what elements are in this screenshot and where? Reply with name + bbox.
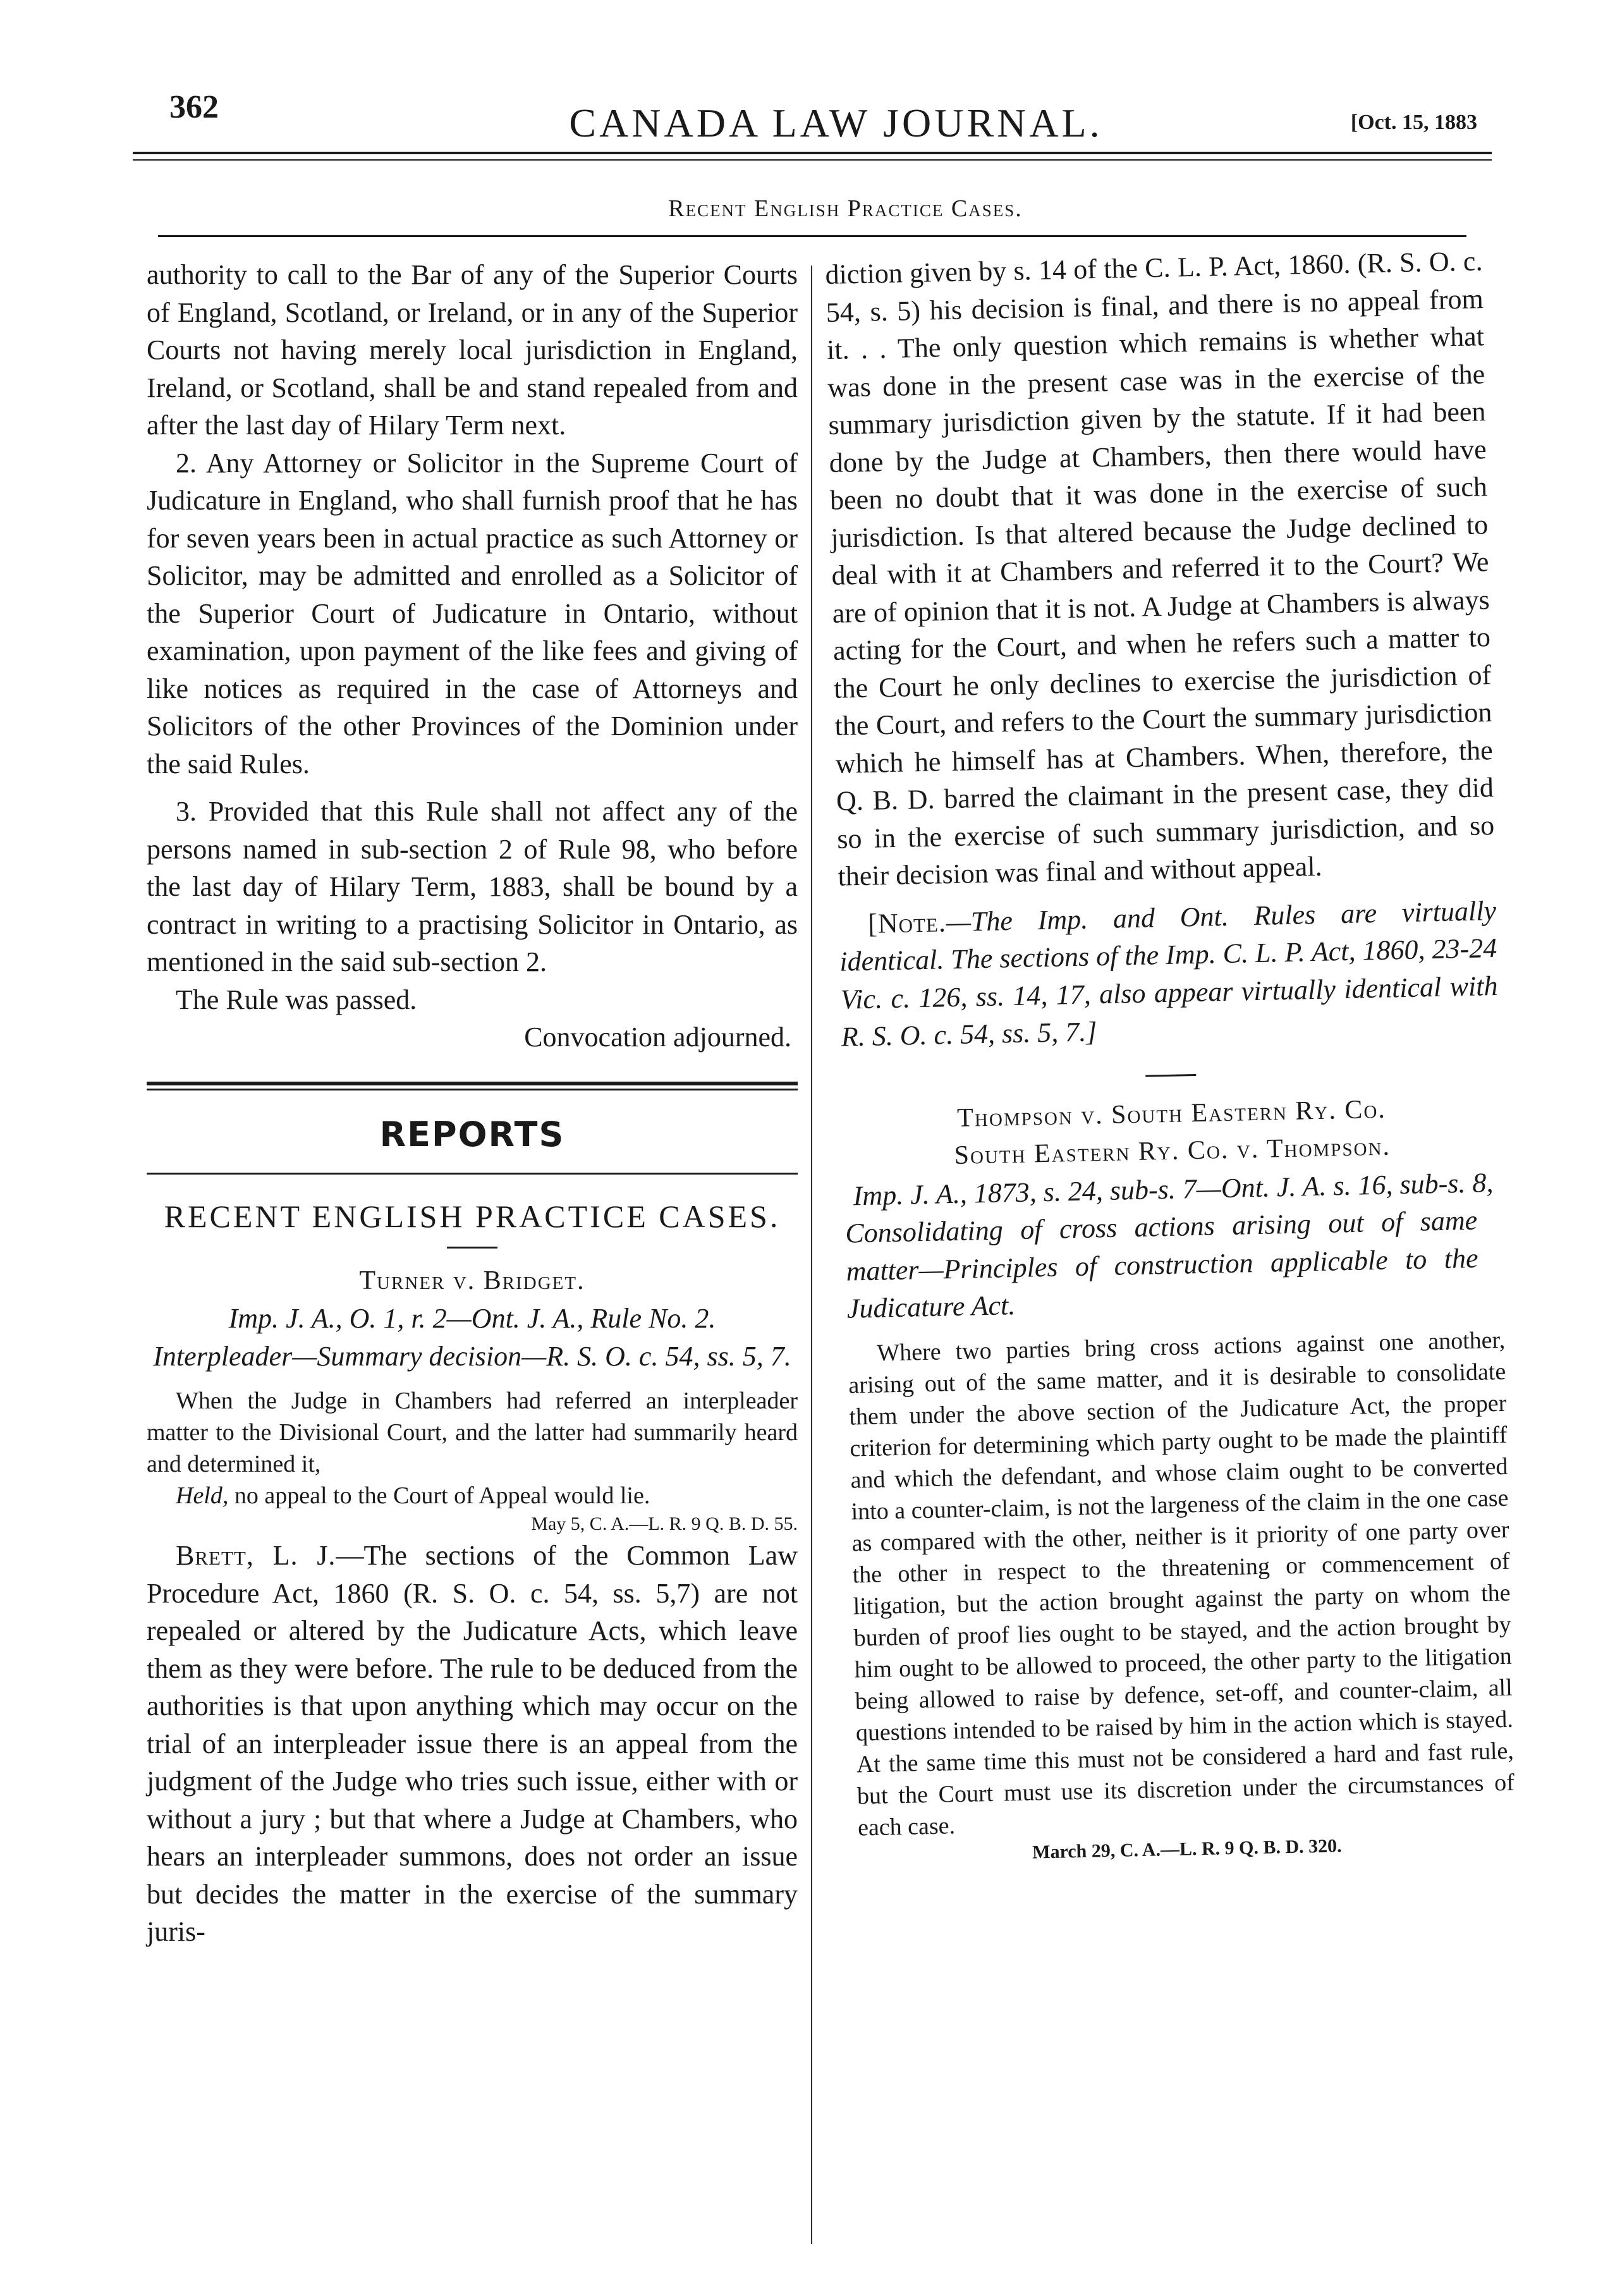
reports-heading: REPORTS	[379, 1114, 565, 1154]
reports-rule	[147, 1173, 798, 1175]
editor-note	[839, 891, 1499, 1056]
running-head-text: Recent English Practice Cases.	[668, 195, 1023, 222]
case-title-1: Thompson v. South Eastern Ry. Co.	[956, 1094, 1387, 1133]
case-citation: Imp. J. A., O. 1, r. 2—Ont. J. A., Rule No. 2.	[228, 1303, 716, 1334]
running-head-rule	[158, 235, 1466, 237]
running-head	[0, 195, 1615, 223]
header-rule-thin	[133, 159, 1492, 161]
judgment-text: —The sections of the Common Law Procedure Act, 1860 (R. S. O. c. 54, ss. 5,7) are not repealed or altered by the Judicature Acts, which leave them as they were before. The rule to be deduced from the authorities is that upon anything which may occur on the trial of an interpleader issue there is an appeal from the judgment of the Judge who tries such issue, either with or without a jury ; but that where a Judge at Chambers, who hears an interpleader summons, does not order an issue but decides the matter in the exercise of the summary juris-	[147, 1540, 798, 1947]
issue-date: [Oct. 15, 1883	[1350, 111, 1477, 134]
convocation-adjourned: Convocation adjourned.	[524, 1022, 791, 1053]
right-column	[825, 242, 1516, 1869]
short-rule	[447, 1247, 497, 1249]
held-label: Held,	[176, 1482, 229, 1509]
journal-title-text: CANADA LAW JOURNAL.	[569, 101, 1103, 145]
header-rule-thick	[133, 152, 1492, 154]
rule-paragraph-2: 2. Any Attorney or Solicitor in the Supreme Court of Judicature in England, who shall furnish proof that he has for seven years been in actual practice as such Attorney or Solicitor, may be admitted and enrolled as a Solicitor of the Superior Court of Judicature in Ontario, without examination, upon payment of the like fees and giving of like notices as required in the case of Attorneys and Solicitors of the other Provinces of the Dominion under the said Rules.	[147, 447, 798, 779]
case-title: Turner v. Bridget.	[359, 1266, 585, 1295]
judge-name: Brett, L. J.	[176, 1540, 336, 1571]
case-catchwords: Interpleader—Summary decision—R. S. O. c. 54, ss. 5, 7.	[153, 1340, 791, 1372]
page-number: 362	[169, 89, 219, 125]
case-held	[147, 1480, 798, 1511]
case-catchwords: Consolidating of cross actions arising out of same matter—Principles of construction applicable to the Judicature Act.	[844, 1204, 1478, 1324]
column-divider	[811, 266, 812, 2244]
rule-paragraph-3: 3. Provided that this Rule shall not affect any of the persons named in sub-section 2 of Rule 98, who before the last day of Hilary Term, 1883, shall be bound by a contract in writing to a practising Solicitor in Ontario, as mentioned in the said sub-section 2.	[147, 796, 798, 977]
note-open: [Note.	[867, 906, 947, 939]
rule-passed: The Rule was passed.	[176, 984, 417, 1015]
judgment-paragraph	[147, 1537, 798, 1951]
paragraph-gap	[147, 1375, 798, 1385]
case-date-line: March 29, C. A.—L. R. 9 Q. B. D. 320.	[1032, 1835, 1342, 1863]
case-citation: Imp. J. A., 1873, s. 24, sub-s. 7—Ont. J. A. s. 16, sub-s. 8,	[853, 1166, 1494, 1211]
paragraph-gap	[147, 783, 798, 793]
rule-paragraph-1: authority to call to the Bar of any of the Superior Courts of England, Scotland, or Ireland, or in any of the Superior Courts not having merely local jurisdiction in England, Ireland, or Scotland, shall be and stand repealed from and after the last day of Hilary Term next.	[147, 259, 798, 441]
section-double-rule	[147, 1082, 798, 1090]
held-text: no appeal to the Court of Appeal would lie.	[228, 1482, 650, 1509]
short-rule	[1145, 1073, 1196, 1077]
section-heading: RECENT ENGLISH PRACTICE CASES.	[164, 1198, 781, 1234]
case-title-2: South Eastern Ry. Co. v. Thompson.	[954, 1132, 1391, 1171]
case-headnote: Where two parties bring cross actions against one another, arising out of the same matter, and it is desirable to consolidate them under the above section of the Judicature Act, the proper criterion for determining which party ought to be made the plaintiff and which the defendant, and whose claim ought to be converted into a counter-claim, is not the largeness of the claim in the one case as compared with the other, neither is it priority of one party over the other in respect to the threatening or commencement of litigation, but the action brought against the party on whom the burden of proof lies ought to be stayed, and the action brought by him ought to be allowed to proceed, the other party to the litigation being allowed to raise by defence, set-off, and counter-claim, all questions intended to be raised by him in the action which is stayed. At the same time this must not be considered a hard and fast rule, but the Court must use its discretion under the circumstances of each case.	[848, 1326, 1515, 1841]
case-headnote: When the Judge in Chambers had referred an interpleader matter to the Divisional Court, and the latter had summarily heard and determined it,	[147, 1388, 798, 1477]
note-text: —The Imp. and Ont. Rules are virtually identical. The sections of the Imp. C. L. P. Act, 1860, 23-24 Vic. c. 126, ss. 14, 17, also appear virtually identical with R. S. O. c. 54, ss. 5, 7.]	[839, 895, 1498, 1053]
case-date-line: May 5, C. A.—L. R. 9 Q. B. D. 55.	[531, 1513, 798, 1534]
judgment-continued: diction given by s. 14 of the C. L. P. Act, 1860. (R. S. O. c. 54, s. 5) his decision is final, and there is no appeal from it. . . The only question which remains is whether what was done in the present case was in the exercise of the summary jurisdiction given by the statute. If it had been done by the Judge at Chambers, then there would have been no doubt that it was done in the exercise of such jurisdiction. Is that altered because the Judge declined to deal with it at Chambers and referred it to the Court? We are of opinion that it is not. A Judge at Chambers is always acting for the Court, and when he refers such a matter to the Court he only declines to exercise the jurisdiction of the Court, and refers to the Court the summary jurisdiction which he himself has at Chambers. When, therefore, the Q. B. D. barred the claimant in the present case, they did so in the exercise of such summary jurisdiction, and so their decision was final and without appeal.	[825, 245, 1495, 892]
left-column	[147, 256, 798, 1951]
